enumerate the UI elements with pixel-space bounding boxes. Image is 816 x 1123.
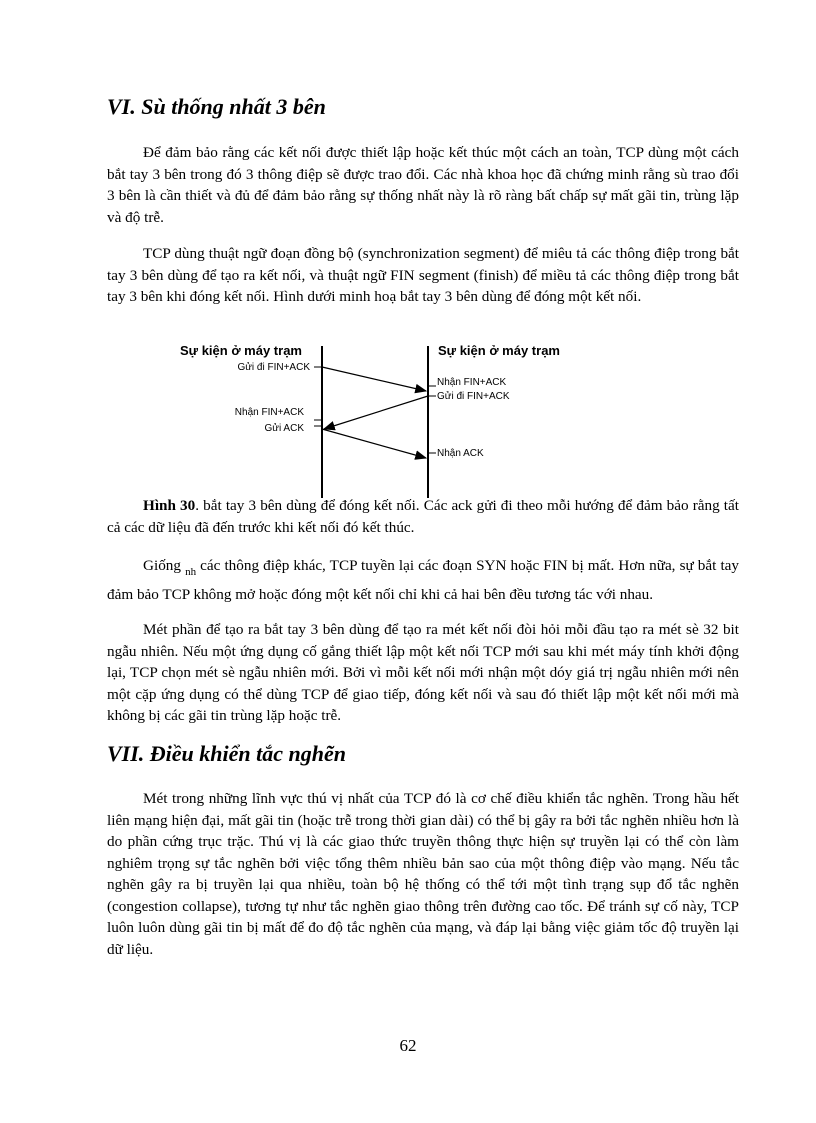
- right-timeline-header: Sự kiện ở máy trạm: [438, 343, 560, 358]
- paragraph-3-start: Giống: [143, 557, 181, 574]
- left-event-2: Nhận FIN+ACK: [234, 407, 304, 418]
- paragraph-3: [107, 555, 739, 605]
- arrow-fin-ack-1: [322, 367, 426, 391]
- right-event-1: Nhận FIN+ACK: [437, 377, 507, 388]
- paragraph-5: Mét trong những lĩnh vực thú vị nhất của TCP đó là cơ chế điều khiển tắc nghẽn. Trong hầu hết liên mạng hiện đại, mất gãi tin (hoặc trễ trong thời gian dài) có thể bị gây ra bởi tắc nghẽn nhiều hơn là do phần cứng trục trặc. Thú vị là các giao thức truyền thông thực hiện sự truyền lại có thể còn làm nghiêm trọng sự tắc nghẽn bởi việc tổng thêm nhiều bản sao của một thông điệp vào mạng. Nếu tắc nghẽn gây ra bị truyền lại qua nhiều, toàn bộ hệ thống có thể tới một tình trạng sụp đổ tắc nghẽn (congestion collapse), tương tự như tắc nghẽn giao thông trên đường cao tốc. Để tránh sự cố này, TCP luôn luôn dùng gãi tin bị mất để đo độ tắc nghẽn của mạng, và đáp lại bằng việc giảm tốc độ truyền lại dữ liệu.: [107, 790, 739, 958]
- arrow-ack: [322, 429, 426, 458]
- paragraph-3-sub: nh: [185, 566, 197, 578]
- left-timeline-header: Sự kiện ở máy trạm: [180, 343, 302, 358]
- right-event-3: Nhận ACK: [437, 448, 484, 459]
- figure-label: Hình 30: [143, 497, 196, 514]
- section-heading-6: VI. Sù thống nhất 3 bên: [107, 94, 326, 119]
- left-event-3: Gửi ACK: [264, 423, 304, 434]
- right-event-2: Gửi đi FIN+ACK: [437, 391, 510, 402]
- paragraph-2: TCP dùng thuật ngữ đoạn đồng bộ (synchronization segment) để miêu tả các thông điệp trong bắt tay 3 bên dùng để tạo ra kết nối, và thuật ngữ FIN segment (finish) để miều tả các thông điệp trong bắt tay 3 bên khi đóng kết nối. Hình dưới minh hoạ bắt tay 3 bên dùng để đóng một kết nối.: [107, 245, 739, 305]
- arrow-fin-ack-2: [324, 396, 428, 429]
- figure-caption: [107, 495, 739, 538]
- fin-handshake-diagram: [170, 338, 590, 498]
- paragraph-4: Mét phần để tạo ra bắt tay 3 bên dùng để tạo ra mét kết nối đòi hỏi mỗi đầu tạo ra mét sè 32 bit ngẫu nhiên. Nếu một ứng dụng cố gắng thiết lập một kết nối TCP mới sau khi mét máy tính khởi động lại, TCP chọn mét sè ngẫu nhiên mới. Bởi vì mỗi kết nối mới nhận một dóy giá trị ngẫu nhiên mới nên một cặp ứng dụng có thể dùng TCP để giao tiếp, đóng kết nối và sau đó thiết lập một kết nối mới mà không bị các gãi tin trùng lặp hoặc trễ.: [107, 621, 739, 724]
- left-event-1: Gửi đi FIN+ACK: [237, 362, 310, 373]
- figure-caption-text: . bắt tay 3 bên dùng để đóng kết nối. Các ack gửi đi theo mỗi hướng để đảm bảo rằng tất cả các dữ liệu đã đến trước khi kết nối đó kết thúc.: [107, 497, 739, 536]
- paragraph-1: Để đảm bảo rằng các kết nối được thiết lập hoặc kết thúc một cách an toàn, TCP dùng một cách bắt tay 3 bên trong đó 3 thông điệp sẽ được trao đổi. Các nhà khoa học đã chứng minh rằng sù trao đổi 3 bên là cần thiết và đủ để đảm bảo rằng sự thống nhất này là rõ ràng bất chấp sự mất gãi tin, trùng lặp và độ trễ.: [107, 144, 739, 226]
- page-number: 62: [399, 1036, 417, 1055]
- section-heading-7: VII. Điều khiển tắc nghẽn: [107, 741, 346, 766]
- paragraph-3-rest: các thông điệp khác, TCP tuyền lại các đoạn SYN hoặc FIN bị mất. Hơn nữa, sự bắt tay đảm bảo TCP không mở hoặc đóng một kết nối chỉ khi cả hai bên đều tương tác với nhau.: [107, 557, 739, 603]
